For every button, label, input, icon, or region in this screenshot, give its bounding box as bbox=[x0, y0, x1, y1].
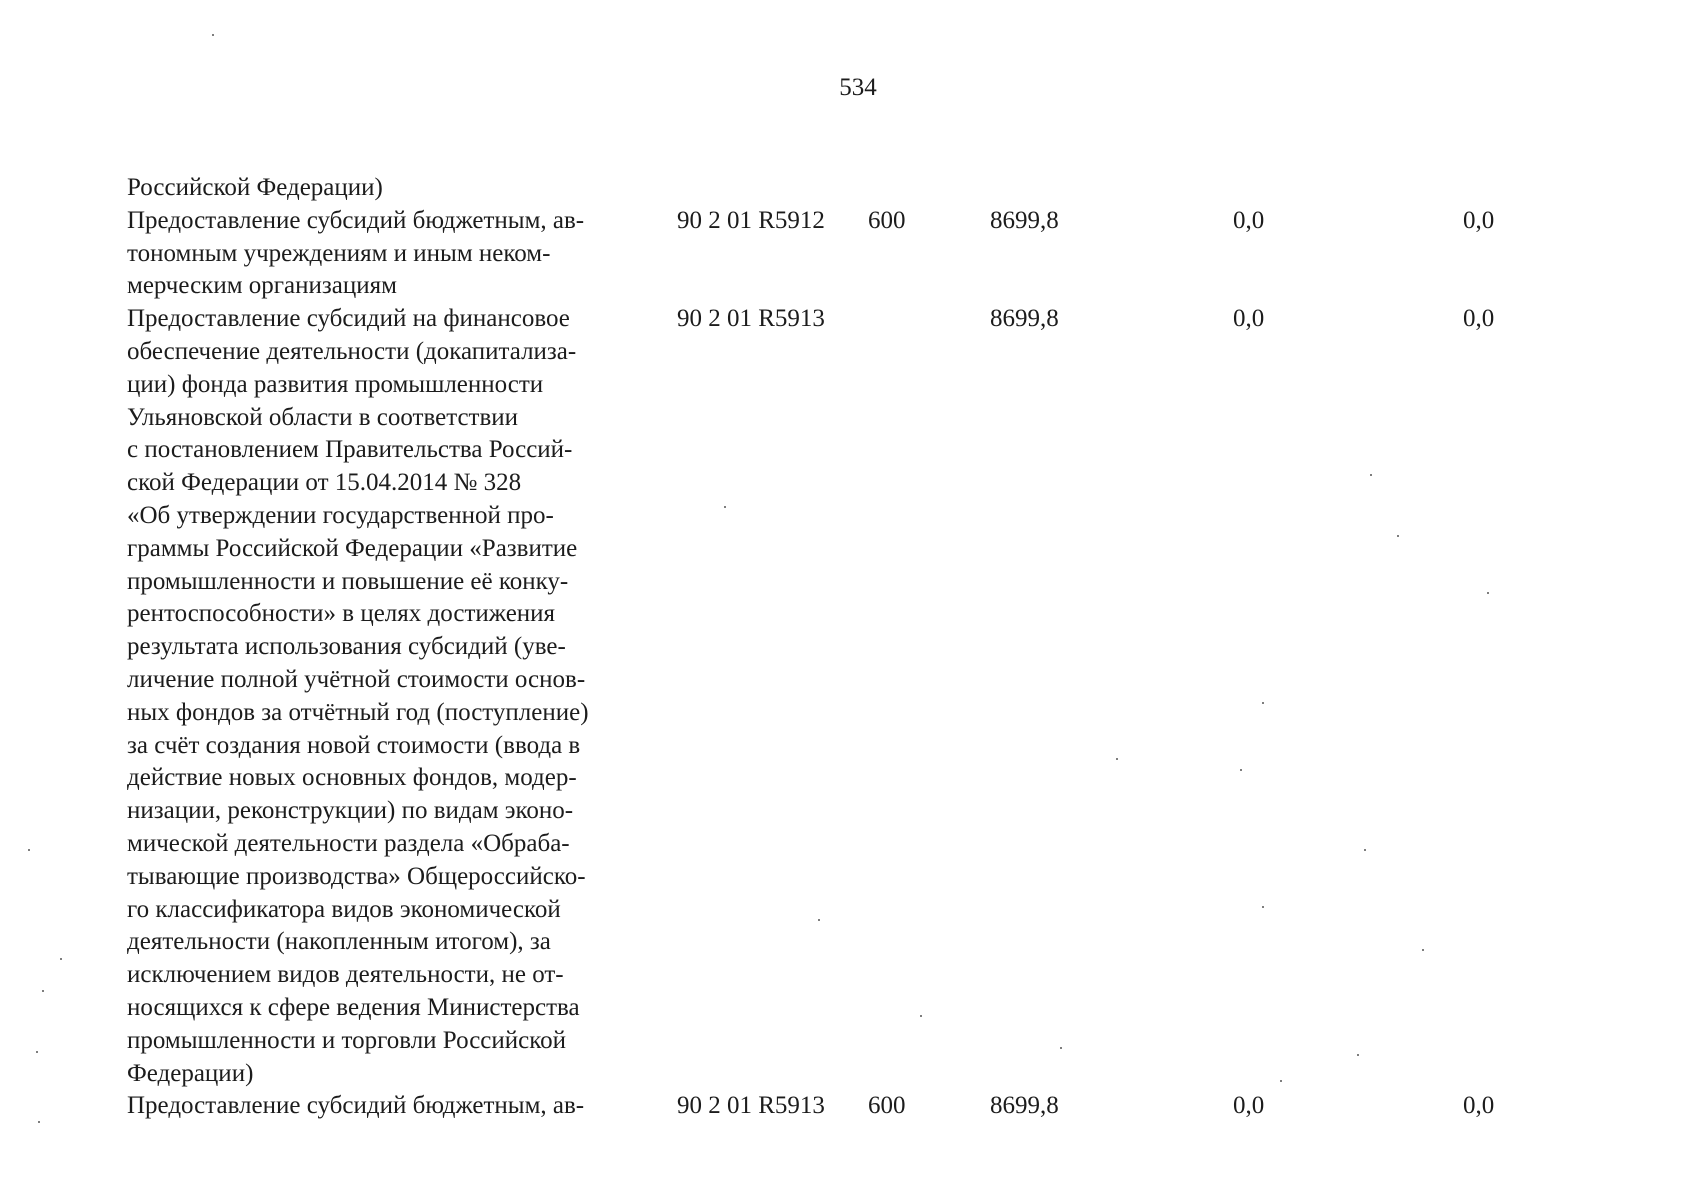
row-expense-type: 600 bbox=[868, 206, 906, 234]
page-number: 534 bbox=[839, 74, 877, 101]
row-amount-year-2: 0,0 bbox=[1233, 305, 1265, 333]
row-amount-year-2: 0,0 bbox=[1233, 206, 1265, 234]
scan-speck bbox=[1116, 758, 1118, 760]
scan-speck bbox=[920, 1015, 922, 1017]
row-amount-year-3: 0,0 bbox=[1463, 1092, 1495, 1120]
scan-speck bbox=[1422, 949, 1424, 951]
row-name: Предоставление субсидий бюджетным, ав- тономным учреждениям и иным неком- мерческим организациям bbox=[127, 206, 585, 300]
row-amount-year-3: 0,0 bbox=[1463, 206, 1495, 234]
scan-speck bbox=[1262, 906, 1264, 908]
scan-speck bbox=[1370, 474, 1372, 476]
scan-speck bbox=[212, 34, 214, 36]
scan-speck bbox=[28, 849, 30, 851]
row-name: Российской Федерации) bbox=[127, 174, 383, 201]
table-row bbox=[127, 303, 1527, 1090]
scan-speck bbox=[1364, 849, 1366, 851]
row-name: Предоставление субсидий бюджетным, ав- bbox=[127, 1092, 585, 1120]
scan-speck bbox=[38, 1121, 40, 1123]
scan-speck bbox=[42, 990, 44, 992]
scan-speck bbox=[1060, 1047, 1062, 1049]
scan-speck bbox=[1357, 1054, 1359, 1056]
row-expense-type: 600 bbox=[868, 1092, 906, 1120]
row-amount-year-1: 8699,8 bbox=[990, 1092, 1059, 1120]
scan-speck bbox=[818, 919, 820, 921]
scan-speck bbox=[724, 506, 726, 508]
row-target-code: 90 2 01 R5913 bbox=[677, 1092, 825, 1120]
scan-speck bbox=[1487, 592, 1489, 594]
row-amount-year-2: 0,0 bbox=[1233, 1092, 1265, 1120]
table-row bbox=[127, 205, 1527, 303]
table-row bbox=[127, 172, 1527, 205]
scan-speck bbox=[1397, 535, 1399, 537]
row-target-code: 90 2 01 R5913 bbox=[677, 305, 825, 333]
scan-speck bbox=[1262, 702, 1264, 704]
scan-speck bbox=[36, 1051, 38, 1053]
scan-speck bbox=[1240, 769, 1242, 771]
row-amount-year-3: 0,0 bbox=[1463, 305, 1495, 333]
row-amount-year-1: 8699,8 bbox=[990, 305, 1059, 333]
budget-table bbox=[127, 172, 1527, 1123]
row-target-code: 90 2 01 R5912 bbox=[677, 206, 825, 234]
scan-speck bbox=[60, 958, 62, 960]
table-row bbox=[127, 1090, 1527, 1123]
scan-speck bbox=[1280, 1080, 1282, 1082]
row-amount-year-1: 8699,8 bbox=[990, 206, 1059, 234]
row-name: Предоставление субсидий на финансовое обеспечение деятельности (докапитализа- ции) фонда развития промышленности Ульяновской области в соответствии с постановлением Правительства Россий- ской Федерации от 15.04.2014 № 328 «Об утверждении государственной про- граммы Российской Федерации «Развитие промышленности и повышение её конку- рентоспособности» в целях достижения результата использования субсидий (уве- личение полной учётной стоимости основ- ных фондов за отчётный год (поступление) за счёт создания новой стоимости (ввода в действие новых основных фондов, модер- низации, реконструкции) по видам эконо- мической деятельности раздела «Обраба- тывающие производства» Общероссийско- го классификатора видов экономической деятельности (накопленным итогом), за исключением видов деятельности, не от- носящихся к сфере ведения Министерства промышленности и торговли Российской Федерации) bbox=[127, 305, 589, 1087]
